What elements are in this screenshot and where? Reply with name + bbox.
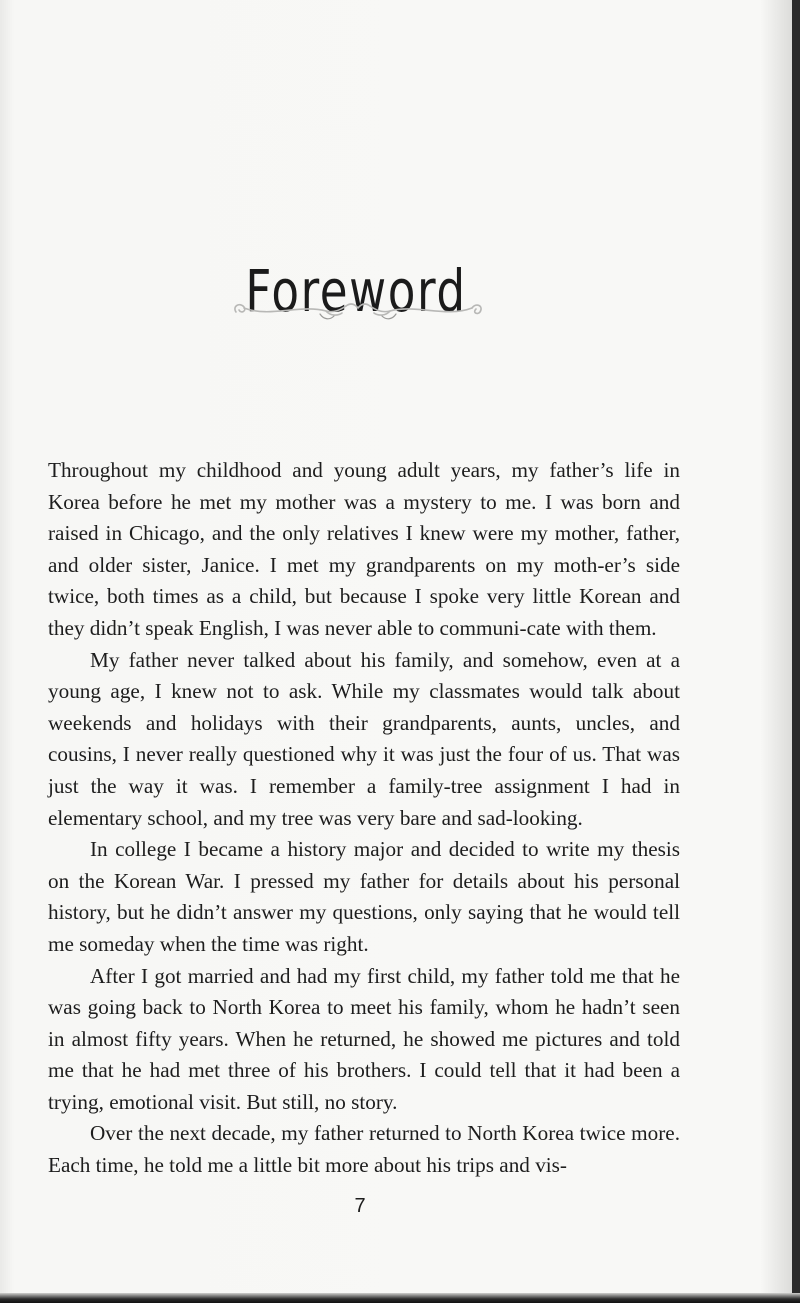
paragraph-2: My father never talked about his family, and somehow, even at a young age, I knew not to ask. While my classmates would talk about weekends and holidays with their grandparents, aunts, uncles, and cousins, I never really questioned why it was just the four of us. That was just the way it was. I remember a family-tree assignment I had in elementary school, and my tree was very bare and sad-looking. <box>48 647 680 830</box>
page-bottom-edge <box>0 1293 800 1303</box>
paragraph-1: Throughout my childhood and young adult years, my father’s life in Korea before he met my mother was a mystery to me. I was born and raised in Chicago, and the only relatives I knew were my mother, father, and older sister, Janice. I met my grandparents on my moth-er’s side twice, both times as a child, but because I spoke very little Korean and they didn’t speak English, I was never able to communi-cate with them. <box>48 458 680 640</box>
paragraph-5: Over the next decade, my father returned to North Korea twice more. Each time, he told me a little bit more about his trips and vis- <box>48 1121 680 1178</box>
page-number: 7 <box>354 1195 366 1217</box>
swirl-divider-icon <box>230 296 486 324</box>
chapter-title: Foreword <box>245 256 467 325</box>
paragraph-3: In college I became a history major and decided to write my thesis on the Korean War. I pressed my father for details about his personal history, but he didn’t answer my questions, only saying that he would tell me someday when the time was right. <box>48 837 680 956</box>
foreword-body <box>48 455 680 1182</box>
page-right-edge <box>792 0 800 1303</box>
paragraph-4: After I got married and had my first child, my father told me that he was going back to North Korea to meet his family, whom he hadn’t seen in almost fifty years. When he returned, he showed me pictures and told me that he had met three of his brothers. I could tell that it had been a trying, emotional visit. But still, no story. <box>48 963 680 1114</box>
